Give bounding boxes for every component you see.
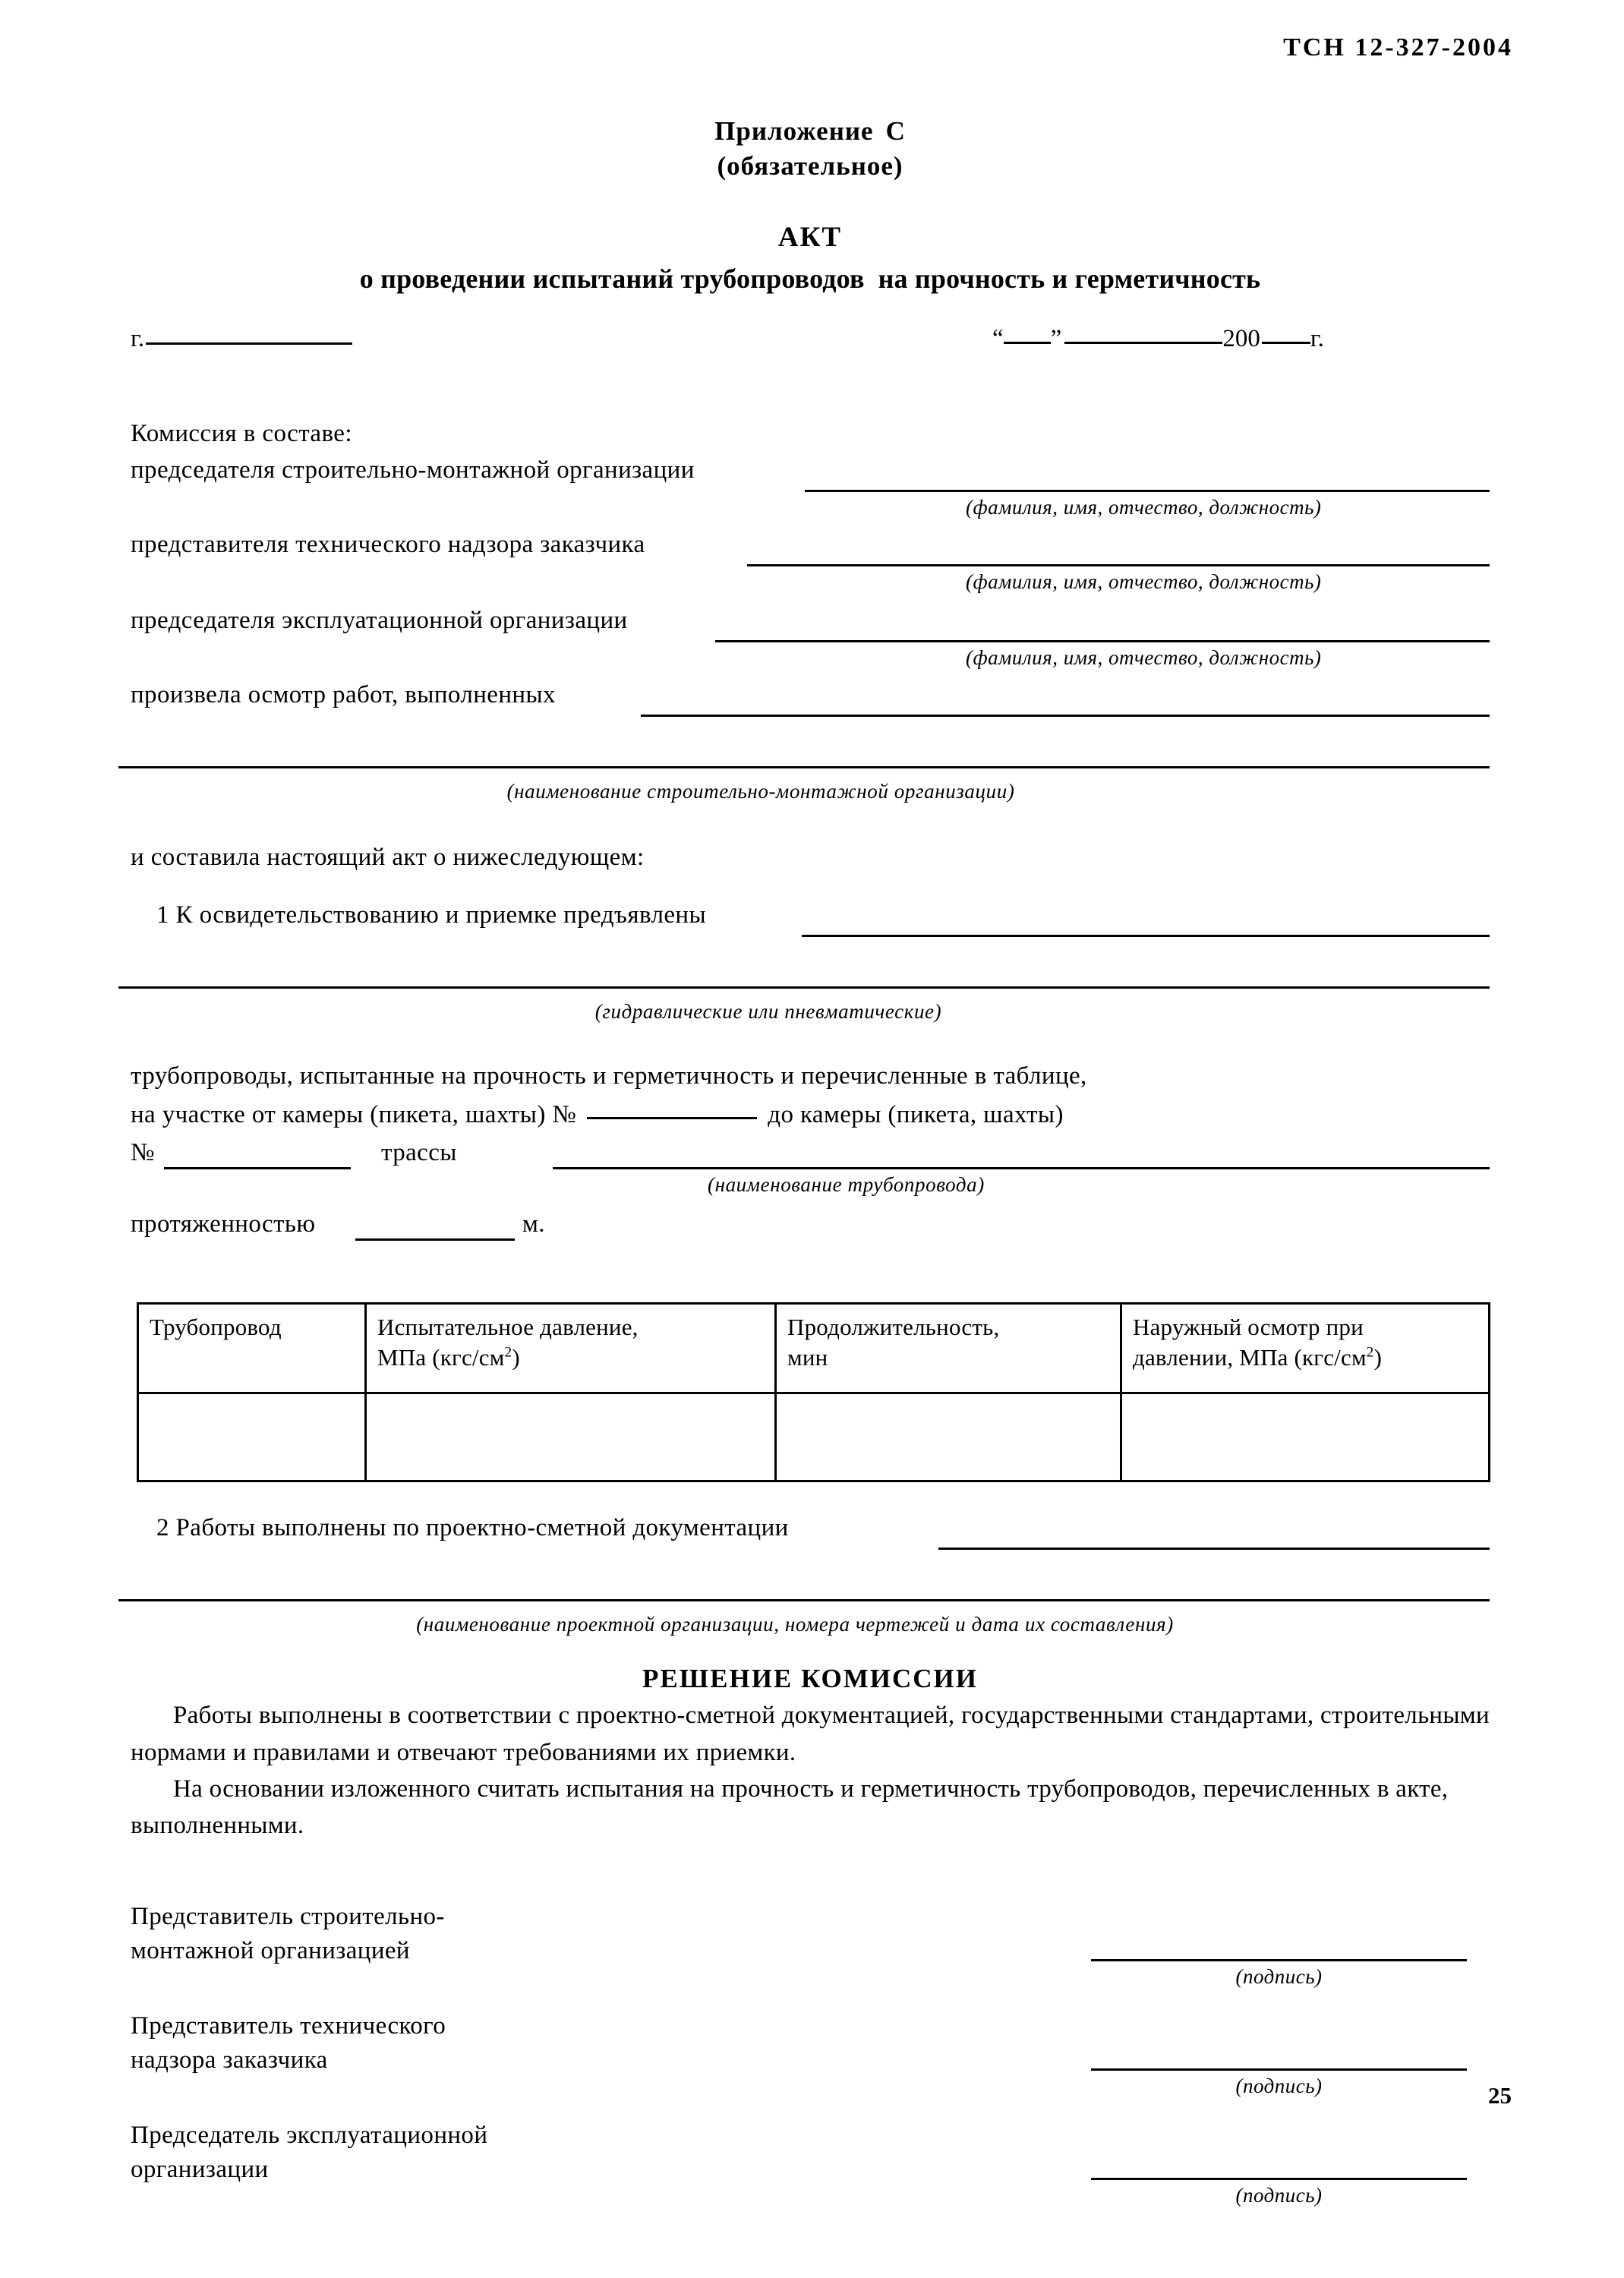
signature-role-3-line1: Председатель эксплуатационной: [131, 2122, 488, 2150]
commission-member-blank-2[interactable]: [747, 564, 1490, 566]
city-prefix-label: г.: [131, 325, 145, 352]
pipeline-name-blank[interactable]: [553, 1167, 1490, 1169]
appendix-heading: [131, 114, 1490, 183]
table-col-test-pressure-sup: 2: [504, 1344, 512, 1361]
signature-line-3[interactable]: [1091, 2178, 1467, 2180]
table-col-test-pressure-line2a: МПа (кгс/см: [377, 1344, 505, 1371]
clause1-caption: (гидравлические или пневматические): [594, 999, 942, 1023]
table-col-duration-line1: Продолжительность,: [787, 1314, 1000, 1341]
inspection-row: [131, 681, 1490, 771]
page-content: [131, 114, 1490, 2228]
table-col-visual-line2b: ): [1373, 1344, 1383, 1371]
signature-role-2-line2: надзора заказчика: [131, 2046, 328, 2074]
day-quote-open: “: [992, 325, 1004, 352]
signature-line-1[interactable]: [1091, 1959, 1467, 1961]
act-title: АКТ: [777, 222, 843, 253]
table-col-visual-sup: 2: [1366, 1344, 1374, 1361]
pipeline-length-label: протяженностью: [131, 1210, 316, 1238]
pipeline-chamber-from-blank[interactable]: [587, 1117, 757, 1119]
pipeline-length-blank[interactable]: [355, 1238, 515, 1241]
signature-row-2: [131, 2009, 1490, 2119]
signature-role-1-line1: Представитель строительно-: [131, 1903, 445, 1931]
year-prefix-label: 200: [1222, 325, 1260, 352]
clause2-blank-2[interactable]: [118, 1599, 1490, 1601]
signature-role-1: [131, 1900, 445, 1968]
appendix-obligation: (обязательное): [717, 150, 903, 181]
pipeline-line-1: трубопроводы, испытанные на прочность и герметичность и перечисленные в таблице,: [131, 1062, 1087, 1090]
clause1-blank-2[interactable]: [118, 986, 1490, 989]
commission-member-role-3: председателя эксплуатационной организации: [131, 606, 628, 634]
clause1-text: 1 К освидетельствованию и приемке предъявлены: [156, 901, 707, 929]
commission-member-blank-3[interactable]: [715, 640, 1490, 642]
pipeline-length-unit: м.: [522, 1210, 545, 1238]
clause1-blank-1[interactable]: [802, 935, 1490, 937]
commission-intro: Комиссия в составе:: [131, 420, 352, 447]
table-col-test-pressure-line2b: ): [512, 1344, 520, 1371]
decision-paragraph-2: На основании изложенного считать испытания на прочность и герметичность трубопроводов, перечисленных в акте, выполненными.: [131, 1775, 1449, 1839]
clause2-caption: (наименование проектной организации, номера чертежей и дата их составления): [416, 1613, 1174, 1636]
signature-role-2: [131, 2009, 446, 2078]
clause2-blank-1[interactable]: [938, 1548, 1490, 1550]
table-col-test-pressure-line1: Испытательное давление,: [377, 1314, 639, 1341]
table-cell-test-pressure[interactable]: [366, 1393, 776, 1481]
inspection-blank-1[interactable]: [641, 715, 1490, 717]
appendix-heading-line1: [131, 114, 1490, 149]
pipeline-name-caption: (наименование трубопровода): [708, 1173, 985, 1197]
act-subtitle-part2: на прочность и герметичность: [878, 263, 1261, 294]
table-cell-visual-inspection[interactable]: [1121, 1393, 1490, 1481]
table-col-pipeline: Трубопровод: [138, 1304, 366, 1393]
table-cell-pipeline[interactable]: [138, 1393, 366, 1481]
commission-member-row-3: [131, 607, 1490, 686]
appendix-label: Приложение: [714, 116, 874, 146]
clause2-row: [131, 1514, 1490, 1604]
commission-member-row-2: [131, 531, 1490, 610]
commission-member-row-1: [131, 456, 1490, 535]
table-cell-duration[interactable]: [776, 1393, 1121, 1481]
document-standard-code: ТСН 12-327-2004: [1283, 33, 1513, 62]
month-blank-rule[interactable]: [1064, 342, 1222, 344]
decision-paragraph-1: Работы выполнены в соответствии с проектно-сметной документацией, государственными стандартами, строительными нормами и правилами и отвечают требованиями их приемки.: [131, 1702, 1490, 1766]
commission-member-caption-3: (фамилия, имя, отчество, должность): [966, 645, 1322, 669]
table-col-test-pressure: [366, 1304, 776, 1393]
table-col-visual-inspection: [1121, 1304, 1490, 1393]
appendix-letter: С: [885, 116, 906, 146]
signature-row-1: [131, 1900, 1490, 2009]
pipeline-line-2: [131, 1097, 1490, 1133]
year-blank-rule[interactable]: [1262, 342, 1310, 344]
inspection-caption: (наименование строительно-монтажной организации): [506, 779, 1015, 803]
table-row[interactable]: [138, 1393, 1490, 1481]
commission-member-role-2: представителя технического надзора заказчика: [131, 530, 645, 558]
test-parameters-table: [137, 1302, 1490, 1482]
table-col-duration-line2: мин: [787, 1344, 828, 1371]
test-parameters-table-wrapper: [131, 1302, 1490, 1482]
day-blank-rule[interactable]: [1004, 342, 1051, 344]
year-suffix-label: г.: [1310, 325, 1324, 352]
signature-line-2[interactable]: [1091, 2068, 1467, 2071]
clause2-text: 2 Работы выполнены по проектно-сметной документации: [156, 1514, 789, 1542]
signature-role-3: [131, 2119, 487, 2187]
table-col-visual-line1: Наружный осмотр при: [1133, 1314, 1364, 1341]
inspection-label: произвела осмотр работ, выполненных: [131, 680, 556, 708]
signature-role-2-line1: Представитель технического: [131, 2012, 446, 2040]
signature-caption-1: (подпись): [1235, 1965, 1323, 1989]
table-col-visual-line2a: давлении, МПа (кгс/см: [1133, 1344, 1367, 1371]
city-field[interactable]: [131, 325, 352, 353]
decision-title: РЕШЕНИЕ КОМИССИИ: [642, 1664, 979, 1694]
pipeline-line2-prefix: на участке от камеры (пикета, шахты) №: [131, 1100, 577, 1128]
clause1-row: [131, 901, 1490, 991]
drew-up-text: и составила настоящий акт о нижеследующем:: [131, 843, 645, 871]
table-col-duration: [776, 1304, 1121, 1393]
pipeline-line3-number-label: №: [131, 1139, 155, 1167]
signature-row-3: [131, 2119, 1490, 2228]
signature-area: [131, 1900, 1490, 2228]
city-blank-rule[interactable]: [146, 342, 352, 345]
commission-member-caption-2: (фамилия, имя, отчество, должность): [966, 570, 1322, 593]
commission-member-caption-1: (фамилия, имя, отчество, должность): [966, 495, 1322, 519]
table-header-row: [138, 1304, 1490, 1393]
city-date-row: [131, 319, 1490, 372]
pipeline-length-row: [131, 1207, 1490, 1257]
signature-caption-3: (подпись): [1235, 2184, 1323, 2207]
act-subtitle-part1: о проведении испытаний трубопроводов: [359, 263, 865, 294]
day-quote-close: ”: [1050, 325, 1062, 352]
commission-member-blank-1[interactable]: [805, 490, 1490, 492]
signature-role-1-line2: монтажной организацией: [131, 1937, 410, 1964]
page-number: 25: [1488, 2082, 1512, 2109]
pipeline-line2-suffix: до камеры (пикета, шахты): [768, 1100, 1064, 1128]
pipeline-line-3: [131, 1135, 1490, 1216]
act-subtitle: [131, 263, 1490, 295]
pipeline-route-label: трассы: [381, 1139, 457, 1167]
signature-role-3-line2: организации: [131, 2156, 269, 2183]
inspection-blank-2[interactable]: [118, 766, 1490, 768]
pipeline-chamber-to-blank[interactable]: [164, 1167, 351, 1169]
date-field[interactable]: [992, 325, 1324, 353]
signature-caption-2: (подпись): [1235, 2074, 1323, 2098]
commission-member-role-1: председателя строительно-монтажной организации: [131, 456, 695, 484]
